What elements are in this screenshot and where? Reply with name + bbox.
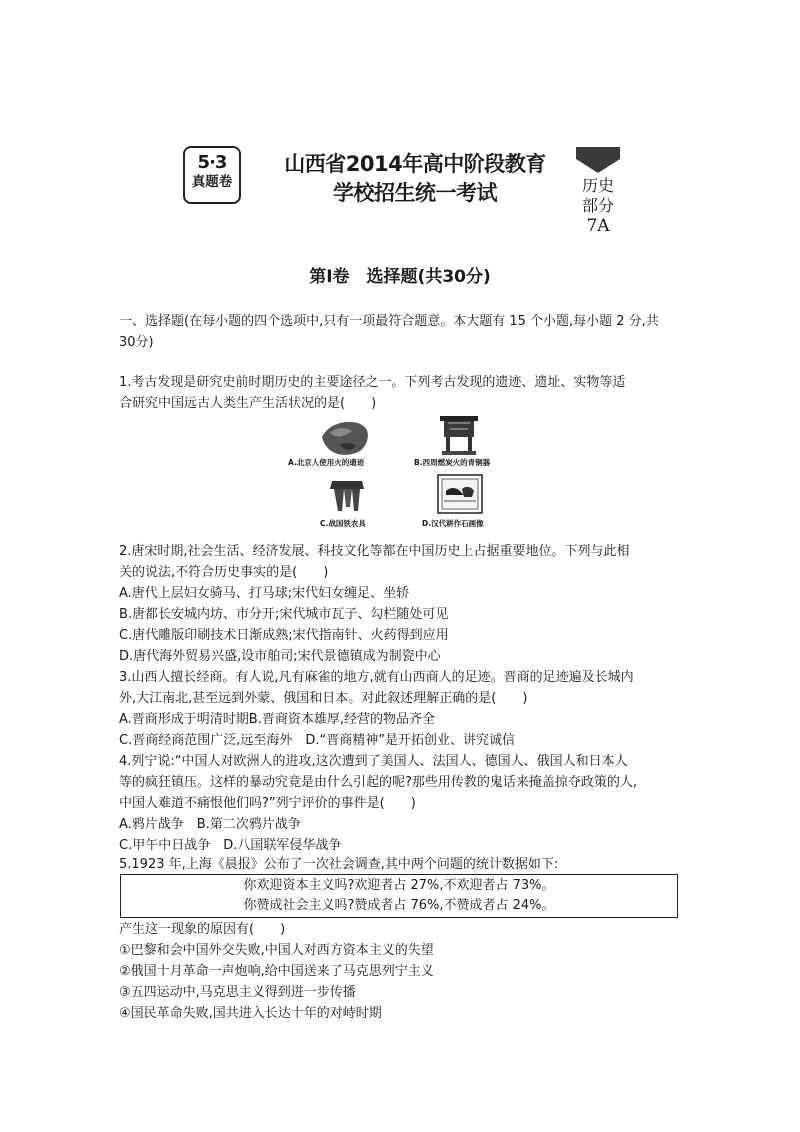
subject-tab-icon xyxy=(576,147,620,173)
q5-survey-line2: 你赞成社会主义吗?赞成者占 76%,不赞成者占 24%。 xyxy=(243,898,555,913)
exam-title xyxy=(270,150,560,208)
subject-line1: 历史 xyxy=(581,176,614,195)
q2-option-b: B.唐都长安城内坊、市分开;宋代城市瓦子、勾栏随处可见 xyxy=(119,607,449,622)
q5-survey-line1: 你欢迎资本主义吗?欢迎者占 27%,不欢迎者占 73%。 xyxy=(243,878,555,893)
q4-options-ab: A.鸦片战争 B.第二次鸦片战争 xyxy=(119,817,301,832)
q5-stem-line1: 5.1923 年,上海《晨报》公布了一次社会调查,其中两个问题的统计数据如下: xyxy=(119,857,559,872)
instructions-line2: 30分) xyxy=(119,335,154,350)
q4-stem-line1: 4.列宁说:“中国人对欧洲人的进攻,这次遭到了美国人、法国人、德国人、俄国人和日本人 xyxy=(119,754,628,769)
q1-caption-d: D.汉代耕作石画像 xyxy=(422,519,484,528)
q5-option-4: ④国民革命失败,国共进入长达十年的对峙时期 xyxy=(119,1006,382,1021)
subject-label xyxy=(574,176,622,216)
q1-caption-b: B.西周燃炭火的青铜器 xyxy=(414,458,491,467)
q4-stem-line3: 中国人难道不痛恨他们吗?”列宁评价的事件是( ) xyxy=(119,796,416,811)
series-logo xyxy=(183,146,241,204)
q1-caption-a: A.北京人使用火的遗迹 xyxy=(288,458,365,467)
logo-text: 真题卷 xyxy=(191,174,233,190)
q2-option-d: D.唐代海外贸易兴盛,设市舶司;宋代景德镇成为制瓷中心 xyxy=(119,649,441,664)
exam-title-line2: 学校招生统一考试 xyxy=(333,181,497,205)
subject-line2: 部分 xyxy=(581,196,614,215)
q1-stem-line1: 1.考古发现是研究史前时期历史的主要途径之一。下列考古发现的遗迹、遗址、实物等适 xyxy=(119,375,626,390)
stone-relief-image xyxy=(438,475,482,513)
q3-stem-line1: 3.山西人擅长经商。有人说,凡有麻雀的地方,就有山西商人的足迹。晋商的足迹遍及长城内 xyxy=(119,670,634,685)
fire-remains-image xyxy=(322,422,368,455)
q3-options-cd: C.晋商经商范围广泛,远至海外 D.“晋商精神”是开拓创业、讲究诚信 xyxy=(119,733,515,748)
q2-stem-line1: 2.唐宋时期,社会生活、经济发展、科技文化等都在中国历史上占据重要地位。下列与此相 xyxy=(119,544,630,559)
instructions-line1: 一、选择题(在每小题的四个选项中,只有一项最符合题意。本大题有 15 个小题,每小题 2 分,共 xyxy=(119,314,659,329)
q4-options-cd: C.甲午中日战争 D.八国联军侵华战争 xyxy=(119,838,342,853)
section-title: 第Ⅰ卷 选择题(共30分) xyxy=(309,267,491,287)
logo-number: 5·3 xyxy=(197,152,227,173)
q1-figure-drawings xyxy=(280,415,540,530)
q4-stem-line2: 等的疯狂镇压。这样的暴动究竟是由什么引起的呢?那些用传教的鬼话来掩盖掠夺政策的人, xyxy=(119,775,638,790)
q1-stem-line2: 合研究中国远古人类生产生活状况的是( ) xyxy=(119,396,377,411)
q2-stem-line2: 关的说法,不符合历史事实的是( ) xyxy=(119,565,329,580)
q5-option-3: ③五四运动中,马克思主义得到进一步传播 xyxy=(119,985,356,1000)
iron-farm-tool-image xyxy=(330,481,364,511)
q3-stem-line2: 外,大江南北,甚至远到外蒙、俄国和日本。对此叙述理解正确的是( ) xyxy=(119,691,528,706)
q1-caption-c: C.战国铁农具 xyxy=(320,519,366,528)
exam-title-line1: 山西省2014年高中阶段教育 xyxy=(284,152,546,176)
q5-option-2: ②俄国十月革命一声炮响,给中国送来了马克思列宁主义 xyxy=(119,964,434,979)
q5-question: 产生这一现象的原因有( ) xyxy=(119,922,286,937)
q5-survey-box xyxy=(120,874,678,918)
q1-figure xyxy=(280,415,540,530)
bronze-brazier-image xyxy=(440,416,478,455)
q2-option-c: C.唐代雕版印刷技术日渐成熟;宋代指南针、火药得到应用 xyxy=(119,628,449,643)
q3-options-ab: A.晋商形成于明清时期B.晋商资本雄厚,经营的物品齐全 xyxy=(119,712,435,727)
q5-option-1: ①巴黎和会中国外交失败,中国人对西方资本主义的失望 xyxy=(119,943,434,958)
subject-code: 7A xyxy=(586,216,610,236)
q2-option-a: A.唐代上层妇女骑马、打马球;宋代妇女缠足、坐轿 xyxy=(119,586,410,601)
